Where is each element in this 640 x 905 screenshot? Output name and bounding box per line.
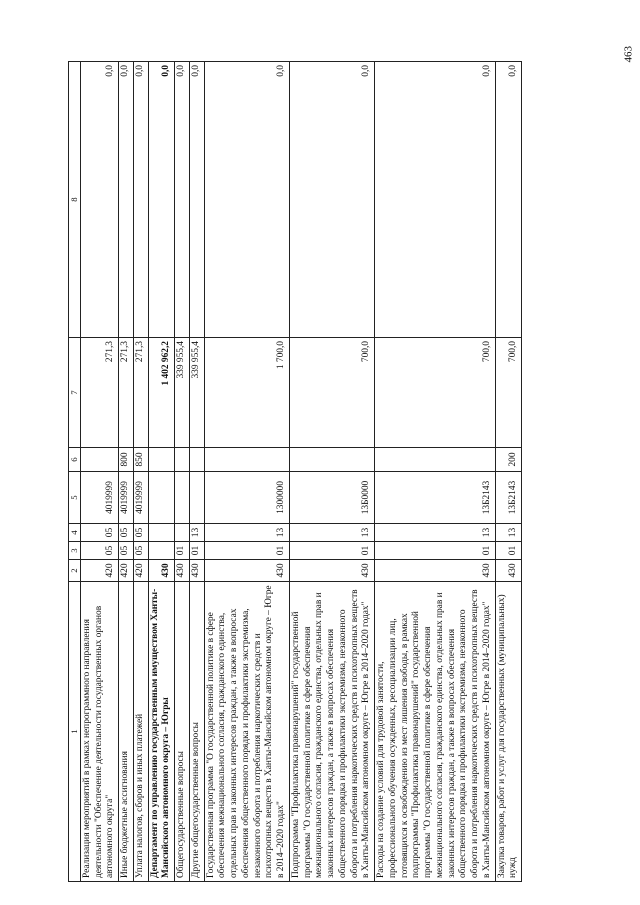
row-name: Закупка товаров, работ и услуг для государственных (муниципальных) нужд xyxy=(495,582,522,882)
cell-section xyxy=(148,542,175,560)
cell-subsection xyxy=(148,524,175,542)
cell-subsection xyxy=(175,524,190,542)
cell-ministry-code: 420 xyxy=(133,560,148,582)
cell-amount: 700,0 xyxy=(289,338,374,448)
cell-subsection: 13 xyxy=(204,524,289,542)
cell-section: 01 xyxy=(495,542,522,560)
cell-ministry-code: 430 xyxy=(375,560,496,582)
cell-section: 01 xyxy=(289,542,374,560)
cell-amount: 1 700,0 xyxy=(204,338,289,448)
row-name: Государственная программа "О государственной политике в сфере обеспечения межнационального согласия, гражданского единства, отдельных прав и законных интересов граждан, а также в вопросах обеспечения общественного порядка и профилактики экстремизма, незаконного оборота и потребления наркотических средств и психотропных веществ в Ханты-Мансийском автономном округе – Югре в 2014–2020 годах" xyxy=(204,582,289,882)
header-cell: 6 xyxy=(69,448,81,472)
cell-amount: 700,0 xyxy=(495,338,522,448)
cell-expense-type xyxy=(375,448,496,472)
cell-section: 05 xyxy=(119,542,134,560)
cell-subsection: 05 xyxy=(80,524,118,542)
row-name: Подпрограмма "Профилактика правонарушений" государственной программы "О государственной политике в сфере обеспечения межнационального согласия, гражданского единства, отдельных прав и законных интересов граждан, а также в вопросах обеспечения общественного порядка и профилактики экстремизма, незаконного оборота и потребления наркотических средств и психотропных веществ в Ханты-Мансийском автономном округе – Югре в 2014–2020 годах" xyxy=(289,582,374,882)
cell-amount: 1 402 962,2 xyxy=(148,338,175,448)
cell-expense-type xyxy=(204,448,289,472)
table-row xyxy=(495,62,522,882)
cell-target-article: 4019999 xyxy=(133,472,148,524)
cell-target-article xyxy=(148,472,175,524)
cell-subsection: 13 xyxy=(289,524,374,542)
cell-amount-2: 0,0 xyxy=(375,62,496,338)
cell-amount-2: 0,0 xyxy=(133,62,148,338)
header-cell: 1 xyxy=(69,582,81,882)
header-cell: 2 xyxy=(69,560,81,582)
cell-ministry-code: 430 xyxy=(289,560,374,582)
cell-target-article: 1300000 xyxy=(204,472,289,524)
table-row xyxy=(204,62,289,882)
cell-target-article: 13Б2143 xyxy=(495,472,522,524)
cell-amount-2: 0,0 xyxy=(80,62,118,338)
cell-amount-2: 0,0 xyxy=(495,62,522,338)
cell-ministry-code: 430 xyxy=(175,560,190,582)
cell-expense-type: 200 xyxy=(495,448,522,472)
table-row xyxy=(80,62,118,882)
row-name: Другие общегосударственные вопросы xyxy=(189,582,204,882)
budget-table xyxy=(68,61,522,882)
cell-target-article: 4019999 xyxy=(80,472,118,524)
table-row xyxy=(119,62,134,882)
cell-expense-type xyxy=(189,448,204,472)
cell-amount-2: 0,0 xyxy=(119,62,134,338)
table-row-department xyxy=(148,62,175,882)
cell-amount-2: 0,0 xyxy=(204,62,289,338)
cell-target-article xyxy=(175,472,190,524)
cell-ministry-code: 430 xyxy=(204,560,289,582)
cell-section: 01 xyxy=(175,542,190,560)
row-name: Общегосударственные вопросы xyxy=(175,582,190,882)
table-row xyxy=(175,62,190,882)
cell-section: 01 xyxy=(204,542,289,560)
cell-amount: 271,3 xyxy=(119,338,134,448)
row-name: Департамент по управлению государственным имуществом Ханты-Мансийского автономного округа – Югры xyxy=(148,582,175,882)
cell-target-article: 13Б2143 xyxy=(375,472,496,524)
cell-target-article xyxy=(189,472,204,524)
cell-section: 05 xyxy=(80,542,118,560)
header-cell: 5 xyxy=(69,472,81,524)
header-cell: 7 xyxy=(69,338,81,448)
row-name: Уплата налогов, сборов и иных платежей xyxy=(133,582,148,882)
table-row xyxy=(289,62,374,882)
cell-amount: 700,0 xyxy=(375,338,496,448)
cell-expense-type xyxy=(289,448,374,472)
cell-subsection: 13 xyxy=(189,524,204,542)
cell-subsection: 13 xyxy=(375,524,496,542)
row-name: Иные бюджетные ассигнования xyxy=(119,582,134,882)
cell-subsection: 05 xyxy=(119,524,134,542)
cell-expense-type xyxy=(148,448,175,472)
table-header-row xyxy=(69,62,81,882)
cell-amount-2: 0,0 xyxy=(289,62,374,338)
row-name: Расходы на создание условий для трудовой занятости, профессионального обучения осужденных, ресоциализации лиц, готовящихся к освобождению из мест лишения свободы, в рамках подпрограммы "Профилактика правонарушений" государственной программы "О государственной политике в сфере обеспечения межнационального согласия, гражданского единства, отдельных прав и законных интересов граждан, а также в вопросах обеспечения общественного порядка и профилактики экстремизма, незаконного оборота и потребления наркотических средств и психотропных веществ в Ханты-Мансийском автономном округе – Югре в 2014–2020 годах" xyxy=(375,582,496,882)
cell-ministry-code: 430 xyxy=(189,560,204,582)
cell-expense-type: 850 xyxy=(133,448,148,472)
header-cell: 8 xyxy=(69,62,81,338)
table-row xyxy=(375,62,496,882)
cell-amount-2: 0,0 xyxy=(148,62,175,338)
cell-amount-2: 0,0 xyxy=(189,62,204,338)
cell-expense-type xyxy=(175,448,190,472)
table-row xyxy=(133,62,148,882)
cell-amount: 339 955,4 xyxy=(175,338,190,448)
rotated-table-wrapper xyxy=(68,62,522,882)
cell-target-article: 4019999 xyxy=(119,472,134,524)
cell-ministry-code: 420 xyxy=(80,560,118,582)
cell-target-article: 13Б0000 xyxy=(289,472,374,524)
cell-amount: 271,3 xyxy=(133,338,148,448)
row-name: Реализация мероприятий в рамках непрограммного направления деятельности "Обеспечение деятельности государственных органов автономного округа" xyxy=(80,582,118,882)
table-row xyxy=(189,62,204,882)
cell-amount: 271,3 xyxy=(80,338,118,448)
table-body xyxy=(69,62,522,882)
page-number: 463 xyxy=(622,46,634,63)
cell-subsection: 13 xyxy=(495,524,522,542)
cell-amount: 339 955,4 xyxy=(189,338,204,448)
cell-ministry-code: 420 xyxy=(119,560,134,582)
cell-subsection: 05 xyxy=(133,524,148,542)
cell-ministry-code: 430 xyxy=(495,560,522,582)
cell-section: 01 xyxy=(189,542,204,560)
cell-expense-type: 800 xyxy=(119,448,134,472)
cell-amount-2: 0,0 xyxy=(175,62,190,338)
cell-expense-type xyxy=(80,448,118,472)
header-cell: 3 xyxy=(69,542,81,560)
cell-section: 01 xyxy=(375,542,496,560)
cell-ministry-code: 430 xyxy=(148,560,175,582)
cell-section: 05 xyxy=(133,542,148,560)
header-cell: 4 xyxy=(69,524,81,542)
